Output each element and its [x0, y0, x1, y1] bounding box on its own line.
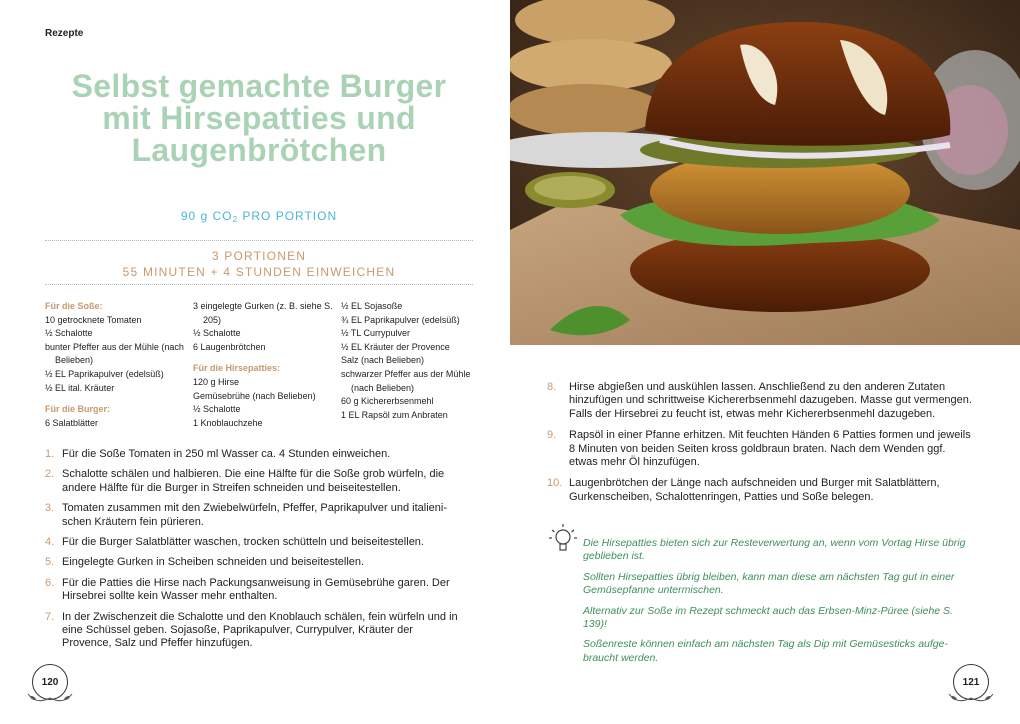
- ingredient-group-title: Für die Burger:: [45, 404, 111, 415]
- step-number: 9.: [547, 429, 557, 442]
- ingredient-group-title: Für die Hirsepatties:: [193, 363, 281, 374]
- co2-prefix: 90 g CO: [180, 209, 233, 223]
- step-text: Für die Soße Tomaten in 250 ml Wasser ca. 4 Stunden einweichen.: [62, 448, 391, 460]
- portions: 3 PORTIONEN: [211, 249, 307, 263]
- tip-2: Sollten Hirsepatties übrig bleiben, kann man diese am nächsten Tag gut in einer Gemüsepfanne untermischen.: [583, 570, 955, 597]
- tip-1: Die Hirsepatties bieten sich zur Resteverwertung an, wenn vom Vortag Hirse übrig geblieben ist.: [583, 537, 966, 563]
- ingredients-column-2: [193, 300, 333, 430]
- leaf-ornament-icon: [24, 690, 76, 704]
- step-text: Laugenbrötchen der Länge nach aufschneiden und Burger mit Salatblättern, Gurkenscheiben, Schalottenringen, Patties und Soße belegen.: [569, 477, 940, 503]
- step-text: Hirse abgießen und auskühlen lassen. Anschließend zu den anderen Zutaten hinzufügen und schrittweise Kichererbsenmehl dazugeben. Masse gut vermengen. Falls der Hirsebrei zu feucht ist, etwas mehr Kichererbsenmehl dazugeben.: [569, 381, 972, 420]
- page-number-left: 120: [32, 664, 68, 700]
- co2-suffix: PRO PORTION: [238, 209, 338, 223]
- recipe-meta: [45, 248, 473, 280]
- tips-box: [583, 537, 978, 672]
- ingredient-item: ¾ EL Paprikapulver (edelsüß): [341, 314, 460, 325]
- ingredient-item: ½ Schalotte: [193, 328, 241, 339]
- ingredient-item: ½ EL Kräuter der Provence: [341, 341, 450, 352]
- step-9: [547, 429, 977, 469]
- burger-photo: [510, 0, 1020, 345]
- step-number: 6.: [45, 576, 55, 589]
- co2-subscript: 2: [232, 215, 239, 224]
- step-text: Eingelegte Gurken in Scheiben schneiden und beiseitestellen.: [62, 556, 365, 569]
- step-number: 10.: [547, 477, 563, 490]
- step-text: Tomaten zusammen mit den Zwiebelwürfeln, Pfeffer, Paprikapulver und italieni-schen Kräutern fein pürieren.: [62, 502, 447, 528]
- step-text: Schalotte schälen und halbieren. Die eine Hälfte für die Soße grob würfeln, die andere Hälfte für die Burger in Streifen schneiden und beiseitestellen.: [62, 468, 445, 494]
- page-number-right: 121: [953, 664, 989, 700]
- tip-4: Soßenreste können einfach am nächsten Tag als Dip mit Gemüsesticks aufge-braucht werden.: [583, 638, 948, 664]
- step-number: 3.: [45, 502, 55, 515]
- step-number: 2.: [45, 468, 55, 481]
- step-number: 1.: [45, 448, 55, 460]
- ingredient-group-title: Für die Soße:: [45, 301, 103, 311]
- leaf-ornament-icon: [945, 690, 997, 704]
- step-2: [45, 468, 465, 495]
- step-number: 5.: [45, 556, 55, 569]
- dotted-divider-top: [45, 240, 473, 241]
- ingredient-item: ½ Schalotte: [45, 328, 93, 339]
- ingredient-item: 120 g Hirse: [193, 376, 240, 387]
- ingredient-item: ½ TL Currypulver: [341, 328, 411, 339]
- ingredient-item: ½ EL Paprikapulver (edelsüß): [45, 368, 164, 379]
- ingredient-item: Salz (nach Belieben): [341, 355, 425, 366]
- ingredient-item: ½ Schalotte: [193, 404, 241, 415]
- steps-list-left: [45, 448, 465, 658]
- ingredient-item: 6 Salatblätter: [45, 417, 99, 428]
- ingredient-item: schwarzer Pfeffer aus der Mühle (nach Belieben): [341, 368, 471, 393]
- step-number: 7.: [45, 610, 55, 623]
- title-line-1: Selbst gemachte Burger: [71, 68, 447, 104]
- ingredient-item: 3 eingelegte Gurken (z. B. siehe S. 205): [193, 301, 333, 325]
- tip-3: Alternativ zur Soße im Rezept schmeckt auch das Erbsen-Minz-Püree (siehe S. 139)!: [583, 604, 953, 631]
- ingredient-item: 1 Knoblauchzehe: [193, 417, 263, 428]
- title-line-2: mit Hirsepatties und: [102, 100, 416, 136]
- steps-list-right: [547, 381, 977, 512]
- ingredient-item: 1 EL Rapsöl zum Anbraten: [341, 409, 448, 420]
- step-text: Für die Burger Salatblätter waschen, trocken schütteln und beiseitestellen.: [62, 536, 424, 549]
- step-3: [45, 502, 465, 529]
- ingredient-item: ½ EL Sojasoße: [341, 301, 403, 311]
- step-number: 8.: [547, 381, 557, 393]
- ingredient-item: ½ EL ital. Kräuter: [45, 382, 115, 393]
- step-7: [45, 611, 465, 651]
- step-text: Für die Patties die Hirse nach Packungsanweisung in Gemüsebrühe garen. Der Hirsebrei sollte kein Wasser mehr enthalten.: [62, 576, 450, 603]
- step-5: [45, 556, 465, 569]
- ingredients-column-3: [341, 300, 481, 422]
- recipe-title: [45, 70, 473, 166]
- prep-time: 55 MINUTEN + 4 STUNDEN EINWEICHEN: [122, 265, 396, 279]
- step-1: [45, 448, 465, 461]
- dotted-divider-bottom: [45, 284, 473, 285]
- right-page: [510, 0, 1020, 724]
- step-10: [547, 477, 977, 504]
- lightbulb-icon: [548, 522, 578, 556]
- ingredient-item: 6 Laugenbrötchen: [193, 341, 266, 352]
- step-text: In der Zwischenzeit die Schalotte und den Knoblauch schälen, fein würfeln und in eine Schüssel geben. Sojasoße, Paprikapulver, Currypulver, Kräuter der Provence, Salz und Pfeffer hinzufügen.: [62, 610, 458, 650]
- title-line-3: Laugenbrötchen: [131, 132, 387, 168]
- ingredient-item: Gemüsebrühe (nach Belieben): [193, 390, 316, 401]
- section-label: Rezepte: [45, 28, 84, 39]
- step-text: Rapsöl in einer Pfanne erhitzen. Mit feuchten Händen 6 Patties formen und jeweils 8 Minuten von beiden Seiten kross goldbraun braten. Nach dem Wenden ggf. etwas mehr Öl hinzufügen.: [569, 429, 971, 469]
- co2-per-portion: [45, 209, 473, 224]
- step-6: [45, 577, 465, 604]
- ingredient-item: 60 g Kichererbsenmehl: [341, 396, 434, 407]
- ingredient-item: bunter Pfeffer aus der Mühle (nach Belieben): [45, 341, 184, 366]
- ingredient-item: 10 getrocknete Tomaten: [45, 314, 142, 325]
- ingredients-column-1: [45, 300, 185, 430]
- step-4: [45, 536, 465, 549]
- step-number: 4.: [45, 536, 55, 549]
- step-8: [547, 381, 977, 421]
